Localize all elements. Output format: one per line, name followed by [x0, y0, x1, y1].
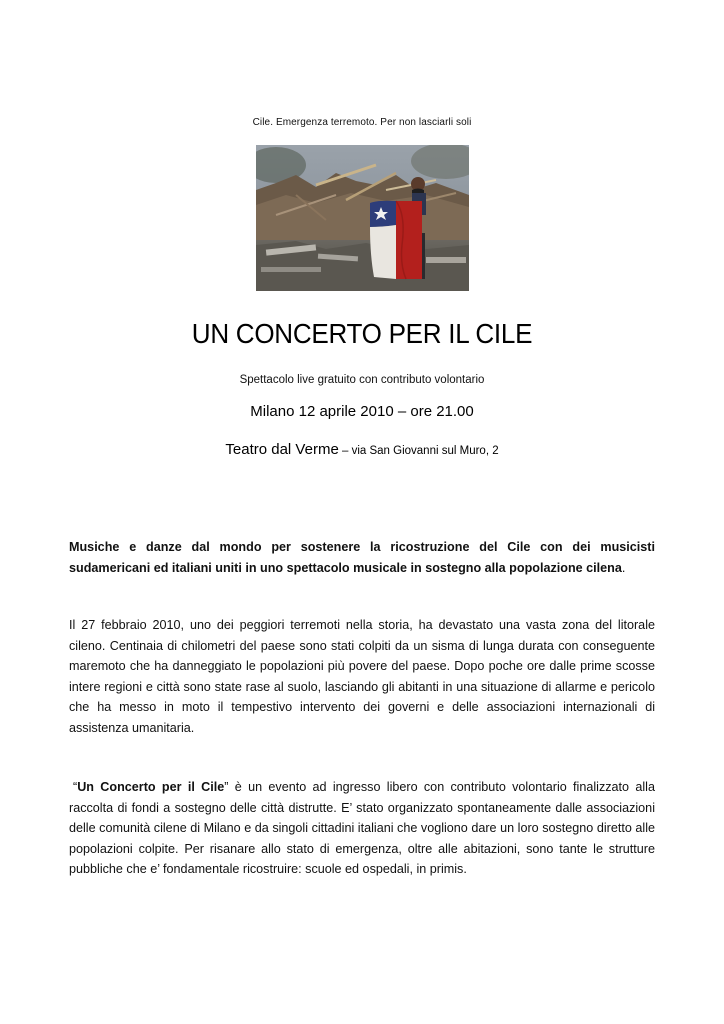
event-name-bold: Un Concerto per il Cile: [77, 780, 225, 794]
venue-address: – via San Giovanni sul Muro, 2: [338, 445, 499, 457]
intro-bold-text: Musiche e danze dal mondo per sostenere la ricostruzione del Cile con dei musicisti sudamericani ed italiani uniti in uno spettacolo musicale in sostegno alla popolazione cilena: [69, 540, 655, 575]
header-text: Cile. Emergenza terremoto. Per non lasciarli soli: [252, 117, 472, 128]
event-description-paragraph: [69, 777, 655, 880]
earthquake-flag-photo: [256, 145, 469, 291]
event-description-text: ” è un evento ad ingresso libero con contributo volontario finalizzato alla raccolta di fondi a sostegno delle città distrutte. E’ stato organizzato spontaneamente dalle associazioni delle comunità cilene di Milano e da singoli cittadini italiani che vogliono dare un loro sostegno diretto alle popolazioni colpite. Per risanare allo stato di emergenza, oltre alle abitazioni, sono tante le strutture pubbliche che e’ fondamentale ricostruire: scuole ed ospedali, in primis.: [69, 780, 655, 876]
earthquake-paragraph: Il 27 febbraio 2010, uno dei peggiori terremoti nella storia, ha devastato una vasta zona del litorale cileno. Centinaia di chilometri del paese sono stati colpiti da un sisma di lunga durata con conseguente maremoto che ha danneggiato le popolazioni più povere del paese. Dopo poche ore dalle prime scosse intere regioni e città sono state rase al suolo, lasciando gli abitanti in una situazione di allarme e pericolo che ha messo in moto il tempestivo intervento dei governi e delle associazioni internazionali di assistenza umanitaria.: [69, 618, 655, 735]
event-date: Milano 12 aprile 2010 – ore 21.00: [250, 403, 474, 420]
venue-name: Teatro dal Verme: [225, 441, 339, 458]
event-venue-line: [0, 441, 724, 458]
subtitle: Spettacolo live gratuito con contributo volontario: [239, 374, 485, 386]
intro-paragraph: [69, 537, 655, 578]
intro-period: .: [621, 560, 626, 575]
main-title: UN CONCERTO PER IL CILE: [191, 318, 533, 349]
open-quote: “: [73, 780, 78, 794]
